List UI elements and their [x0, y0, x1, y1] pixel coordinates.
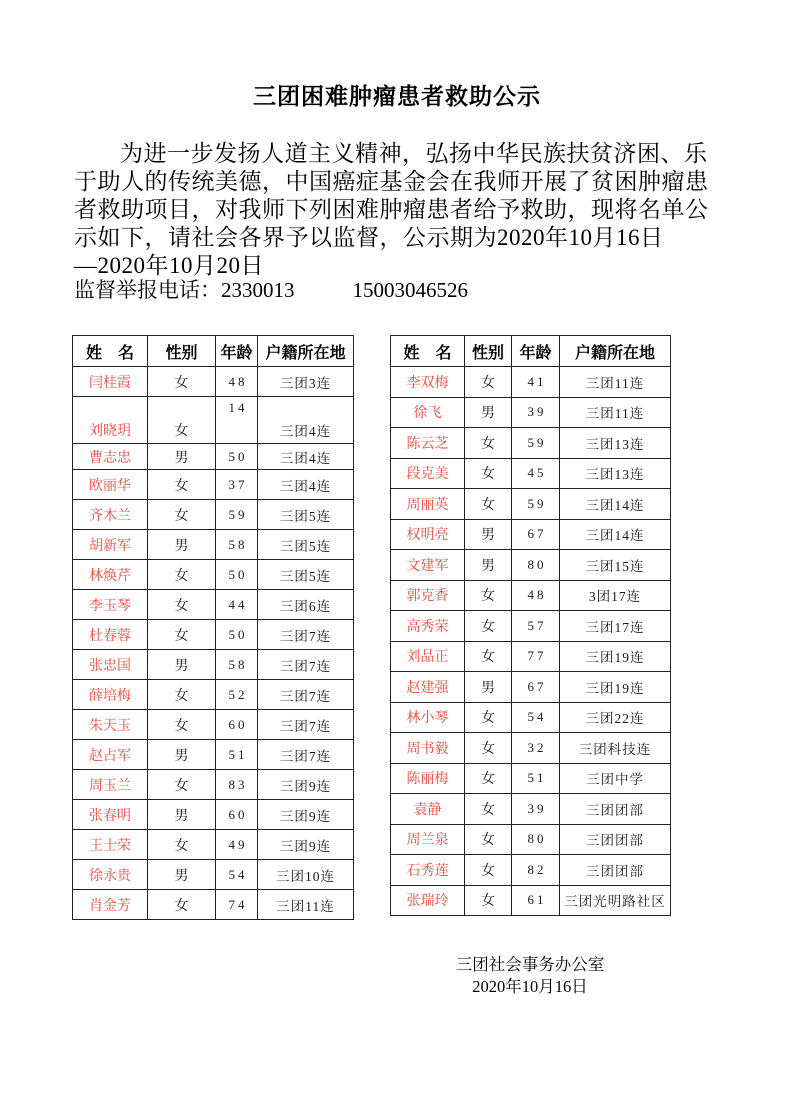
name-cell: 胡新军	[73, 530, 148, 560]
table-row	[73, 470, 354, 500]
table-row	[391, 519, 671, 550]
name-cell: 闫桂霞	[73, 367, 148, 397]
table-row	[391, 855, 671, 886]
location-cell: 三团7连	[258, 740, 354, 770]
phone-label: 监督举报电话：	[74, 278, 221, 302]
location-cell: 三团7连	[258, 710, 354, 740]
location-cell: 三团团部	[560, 855, 671, 886]
phone-number-1: 2330013	[221, 278, 295, 302]
header-row	[73, 336, 354, 367]
name-cell: 朱天玉	[73, 710, 148, 740]
location-cell: 三团9连	[258, 800, 354, 830]
table-row	[73, 770, 354, 800]
name-cell: 曹志忠	[73, 444, 148, 470]
name-cell: 李双梅	[391, 367, 465, 398]
name-cell: 赵占军	[73, 740, 148, 770]
name-cell: 石秀莲	[391, 855, 465, 886]
age-cell: 37	[216, 470, 258, 500]
name-cell: 刘品正	[391, 641, 465, 672]
col-header-age: 年龄	[216, 336, 258, 367]
location-cell: 三团7连	[258, 680, 354, 710]
age-cell: 74	[216, 890, 258, 920]
table-row	[73, 590, 354, 620]
age-cell: 54	[216, 860, 258, 890]
gender-cell: 男	[465, 672, 512, 703]
name-cell: 周书毅	[391, 733, 465, 764]
name-cell: 齐木兰	[73, 500, 148, 530]
page-title: 三团困难肿瘤患者救助公示	[253, 84, 541, 110]
gender-cell: 女	[148, 890, 216, 920]
table-row	[73, 530, 354, 560]
age-cell: 61	[512, 885, 560, 916]
gender-cell: 女	[465, 733, 512, 764]
table-row	[391, 641, 671, 672]
location-cell: 三团7连	[258, 650, 354, 680]
age-cell: 50	[216, 444, 258, 470]
gender-cell: 女	[148, 560, 216, 590]
location-cell: 三团14连	[560, 489, 671, 520]
age-cell: 77	[512, 641, 560, 672]
location-cell: 三团17连	[560, 611, 671, 642]
location-cell: 三团5连	[258, 560, 354, 590]
gender-cell: 女	[148, 397, 216, 444]
age-cell: 48	[216, 367, 258, 397]
signature-office: 三团社会事务办公室	[455, 955, 605, 974]
gender-cell: 女	[465, 641, 512, 672]
age-cell: 80	[512, 824, 560, 855]
table-row	[391, 824, 671, 855]
gender-cell: 女	[465, 855, 512, 886]
age-cell: 82	[512, 855, 560, 886]
table-row	[73, 890, 354, 920]
gender-cell: 女	[465, 580, 512, 611]
age-cell: 67	[512, 672, 560, 703]
location-cell: 三团11连	[560, 397, 671, 428]
gender-cell: 男	[148, 800, 216, 830]
location-cell: 三团中学	[560, 763, 671, 794]
name-cell: 李玉琴	[73, 590, 148, 620]
location-cell: 三团13连	[560, 428, 671, 459]
age-cell: 39	[512, 397, 560, 428]
location-cell: 三团6连	[258, 590, 354, 620]
age-cell: 57	[512, 611, 560, 642]
location-cell: 三团5连	[258, 500, 354, 530]
table-row	[391, 489, 671, 520]
gender-cell: 男	[148, 530, 216, 560]
table-row	[391, 550, 671, 581]
table-row	[391, 428, 671, 459]
gender-cell: 女	[465, 367, 512, 398]
name-cell: 王士荣	[73, 830, 148, 860]
location-cell: 3团17连	[560, 580, 671, 611]
name-cell: 文建军	[391, 550, 465, 581]
location-cell: 三团团部	[560, 794, 671, 825]
name-cell: 段克美	[391, 458, 465, 489]
table-row	[73, 367, 354, 397]
name-cell: 林小琴	[391, 702, 465, 733]
location-cell: 三团15连	[560, 550, 671, 581]
gender-cell: 女	[465, 702, 512, 733]
signature-block	[390, 954, 670, 998]
name-cell: 薛培梅	[73, 680, 148, 710]
gender-cell: 女	[148, 770, 216, 800]
table-row	[391, 733, 671, 764]
header-row	[391, 336, 671, 367]
gender-cell: 女	[465, 458, 512, 489]
age-cell: 59	[216, 500, 258, 530]
table-row	[73, 800, 354, 830]
table-row	[73, 860, 354, 890]
paragraph-line: 示如下，请社会各界予以监督，公示期为2020年10月16日	[74, 225, 664, 250]
gender-cell: 女	[148, 620, 216, 650]
paragraph-line: 者救助项目，对我师下列困难肿瘤患者给予救助，现将名单公	[74, 197, 709, 222]
gender-cell: 女	[465, 794, 512, 825]
age-cell: 59	[512, 428, 560, 459]
paragraph-line: 为进一步发扬人道主义精神，弘扬中华民族扶贫济困、乐	[120, 141, 708, 166]
table-row	[73, 650, 354, 680]
location-cell: 三团7连	[258, 620, 354, 650]
location-cell: 三团4连	[258, 444, 354, 470]
phone-line	[74, 274, 468, 304]
name-cell: 徐飞	[391, 397, 465, 428]
location-cell: 三团11连	[560, 367, 671, 398]
age-cell: 67	[512, 519, 560, 550]
gender-cell: 女	[465, 611, 512, 642]
table-row	[391, 672, 671, 703]
col-header-location: 户籍所在地	[560, 336, 671, 367]
table-row	[73, 740, 354, 770]
table-row	[391, 397, 671, 428]
age-cell: 58	[216, 530, 258, 560]
name-cell: 袁静	[391, 794, 465, 825]
gender-cell: 女	[148, 830, 216, 860]
location-cell: 三团19连	[560, 641, 671, 672]
table-row	[73, 680, 354, 710]
gender-cell: 女	[148, 710, 216, 740]
gender-cell: 男	[148, 860, 216, 890]
location-cell: 三团科技连	[560, 733, 671, 764]
name-cell: 周丽英	[391, 489, 465, 520]
table-row	[391, 458, 671, 489]
gender-cell: 男	[148, 444, 216, 470]
age-cell: 58	[216, 650, 258, 680]
gender-cell: 男	[465, 397, 512, 428]
gender-cell: 女	[465, 763, 512, 794]
table-row	[73, 560, 354, 590]
roster-table-right	[390, 335, 671, 916]
location-cell: 三团4连	[258, 470, 354, 500]
notice-paragraph	[74, 140, 742, 280]
gender-cell: 女	[148, 590, 216, 620]
age-cell: 51	[512, 763, 560, 794]
age-cell: 44	[216, 590, 258, 620]
name-cell: 陈丽梅	[391, 763, 465, 794]
age-cell: 51	[216, 740, 258, 770]
location-cell: 三团5连	[258, 530, 354, 560]
gender-cell: 女	[465, 824, 512, 855]
table-row	[391, 580, 671, 611]
name-cell: 张春明	[73, 800, 148, 830]
name-cell: 周兰泉	[391, 824, 465, 855]
gender-cell: 女	[148, 680, 216, 710]
location-cell: 三团13连	[560, 458, 671, 489]
name-cell: 赵建强	[391, 672, 465, 703]
age-cell: 60	[216, 710, 258, 740]
age-cell: 60	[216, 800, 258, 830]
table-row	[73, 444, 354, 470]
table-row	[73, 620, 354, 650]
col-header-name: 姓 名	[73, 336, 148, 367]
table-row	[391, 763, 671, 794]
name-cell: 林焕芹	[73, 560, 148, 590]
paragraph-line: 于助人的传统美德，中国癌症基金会在我师开展了贫困肿瘤患	[74, 169, 709, 194]
location-cell: 三团19连	[560, 672, 671, 703]
location-cell: 三团11连	[258, 890, 354, 920]
name-cell: 郭克香	[391, 580, 465, 611]
location-cell: 三团9连	[258, 770, 354, 800]
name-cell: 刘晓玥	[73, 397, 148, 444]
age-cell: 14	[216, 397, 258, 444]
table-row	[73, 397, 354, 444]
location-cell: 三团14连	[560, 519, 671, 550]
col-header-name: 姓 名	[391, 336, 465, 367]
age-cell: 54	[512, 702, 560, 733]
table-row	[73, 830, 354, 860]
age-cell: 52	[216, 680, 258, 710]
age-cell: 59	[512, 489, 560, 520]
table-row	[391, 367, 671, 398]
age-cell: 48	[512, 580, 560, 611]
gender-cell: 女	[148, 470, 216, 500]
gender-cell: 女	[148, 367, 216, 397]
gender-cell: 女	[148, 500, 216, 530]
col-header-location: 户籍所在地	[258, 336, 354, 367]
name-cell: 陈云芝	[391, 428, 465, 459]
name-cell: 张忠国	[73, 650, 148, 680]
age-cell: 49	[216, 830, 258, 860]
age-cell: 50	[216, 620, 258, 650]
location-cell: 三团9连	[258, 830, 354, 860]
col-header-gender: 性别	[148, 336, 216, 367]
name-cell: 杜春蓉	[73, 620, 148, 650]
location-cell: 三团10连	[258, 860, 354, 890]
table-row	[391, 611, 671, 642]
gender-cell: 男	[465, 519, 512, 550]
name-cell: 徐永贵	[73, 860, 148, 890]
age-cell: 50	[216, 560, 258, 590]
paragraph-line: —2020年10月20日	[74, 253, 264, 278]
table-row	[391, 702, 671, 733]
col-header-gender: 性别	[465, 336, 512, 367]
age-cell: 80	[512, 550, 560, 581]
name-cell: 肖金芳	[73, 890, 148, 920]
name-cell: 权明亮	[391, 519, 465, 550]
table-row	[391, 885, 671, 916]
location-cell: 三团22连	[560, 702, 671, 733]
gender-cell: 女	[465, 885, 512, 916]
age-cell: 39	[512, 794, 560, 825]
gender-cell: 男	[148, 650, 216, 680]
table-row	[73, 500, 354, 530]
name-cell: 周玉兰	[73, 770, 148, 800]
location-cell: 三团光明路社区	[560, 885, 671, 916]
age-cell: 41	[512, 367, 560, 398]
roster-table-left	[72, 335, 354, 920]
table-row	[73, 710, 354, 740]
gender-cell: 女	[465, 428, 512, 459]
age-cell: 83	[216, 770, 258, 800]
gender-cell: 男	[148, 740, 216, 770]
age-cell: 32	[512, 733, 560, 764]
signature-date: 2020年10月16日	[472, 977, 588, 996]
location-cell: 三团4连	[258, 397, 354, 444]
location-cell: 三团3连	[258, 367, 354, 397]
name-cell: 高秀荣	[391, 611, 465, 642]
gender-cell: 女	[465, 489, 512, 520]
gender-cell: 男	[465, 550, 512, 581]
name-cell: 欧丽华	[73, 470, 148, 500]
name-cell: 张瑞玲	[391, 885, 465, 916]
location-cell: 三团团部	[560, 824, 671, 855]
table-row	[391, 794, 671, 825]
phone-number-2: 15003046526	[352, 278, 468, 302]
col-header-age: 年龄	[512, 336, 560, 367]
age-cell: 45	[512, 458, 560, 489]
